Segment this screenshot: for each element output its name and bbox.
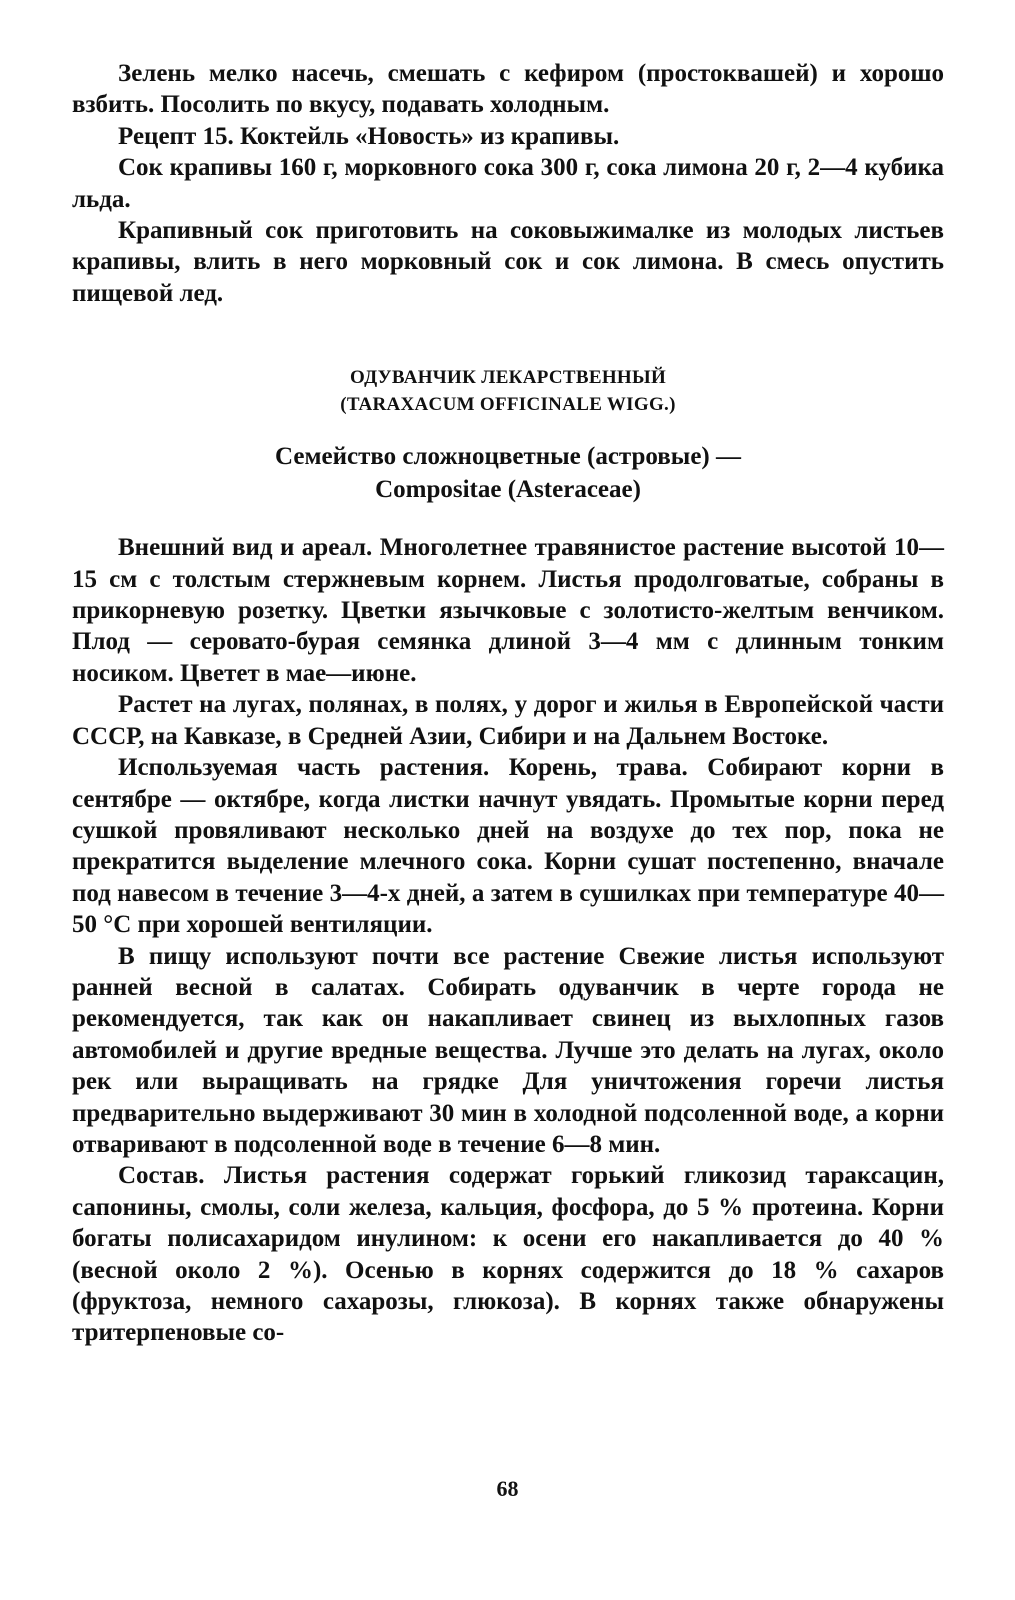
family-heading-line1: Семейство сложноцветные (астровые) —: [274, 443, 741, 471]
recipe-instructions-paragraph: Зелень мелко насечь, смешать с кефиром (простоквашей) и хорошо взбить. Посолить по вкусу, подавать холодным.: [72, 60, 944, 119]
appearance-paragraph: Внешний вид и ареал. Многолетнее травянистое растение высотой 10—15 см с толстым стержневым корнем. Листья продолговатые, собраны в прикорневую розетку. Цветки язычковые с золотисто-желтым венчиком. Плод — серовато-бурая семянка длиной 3—4 мм с длинным тонким носиком. Цветет в мае—июне.: [72, 534, 944, 687]
composition-paragraph: Состав. Листья растения содержат горький гликозид тараксацин, сапонины, смолы, соли железа, кальция, фосфора, до 5 % протеина. Корни богаты полисахаридом инулином: к осени его накапливается до 40 % (весной около 2 %). Осенью в корнях содержится до 18 % сахаров (фруктоза, немного сахарозы, глюкоза). В корнях также обнаружены тритерпеновые со-: [72, 1162, 944, 1347]
recipe-15-instructions: Крапивный сок приготовить на соковыжималке из молодых листьев крапивы, влить в него морковный сок и сок лимона. В смесь опустить пищевой лед.: [72, 217, 944, 307]
used-part-paragraph: Используемая часть растения. Корень, трава. Собирают корни в сентябре — октябре, когда листки начнут увядать. Промытые корни перед сушкой провяливают несколько дней на воздухе до тех пор, пока не прекратится выделение млечного сока. Корни сушат постепенно, вначале под навесом в течение 3—4-х дней, а затем в сушилках при температуре 40—50 °С при хорошей вентиляции.: [72, 754, 944, 939]
food-use-paragraph: В пищу используют почти все растение Свежие листья используют ранней весной в салатах. Собирать одуванчик в черте города не рекомендуется, так как он накапливает свинец из выхлопных газов автомобилей и другие вредные вещества. Лучше это делать на лугах, около рек или выращивать на грядке Для уничтожения горечи листья предварительно выдерживают 30 мин в холодной подсоленной воде, а корни отваривают в подсоленной воде в течение 6—8 мин.: [72, 942, 944, 1158]
habitat-paragraph: Растет на лугах, полянах, в полях, у дорог и жилья в Европейской части СССР, на Кавказе, в Средней Азии, Сибири и на Дальнем Востоке.: [72, 691, 944, 750]
family-heading-line2: Compositae (Asteraceae): [375, 476, 641, 504]
recipe-15-ingredients: Сок крапивы 160 г, морковного сока 300 г, сока лимона 20 г, 2—4 кубика льда.: [72, 154, 944, 213]
recipe-15-title: Рецепт 15. Коктейль «Новость» из крапивы.: [118, 122, 620, 150]
section-title-line1: ОДУВАНЧИК ЛЕКАРСТВЕННЫЙ: [349, 367, 667, 389]
page-content: [72, 58, 944, 1349]
family-heading: [72, 440, 944, 506]
section-title-line2: (TARAXACUM OFFICINALE WIGG.): [340, 394, 676, 416]
page-number: 68: [496, 1476, 519, 1501]
